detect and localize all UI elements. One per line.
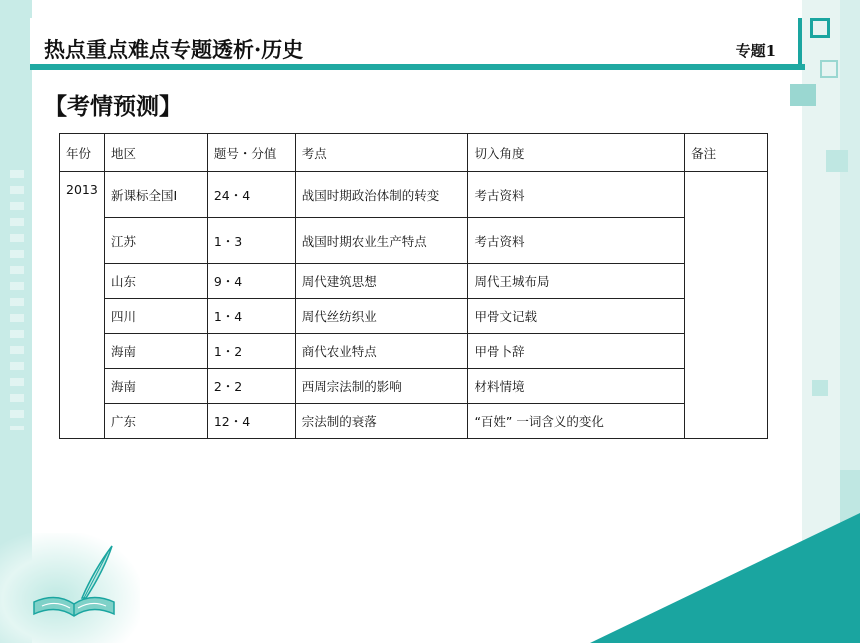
region-cell: 海南: [104, 369, 207, 404]
table-header-row: [60, 134, 768, 172]
question-cell: 24・4: [207, 172, 295, 218]
point-cell: 西周宗法制的影响: [295, 369, 468, 404]
angle-cell: 甲骨卜辞: [468, 334, 685, 369]
region-cell: 四川: [104, 299, 207, 334]
header-bar: [30, 18, 802, 68]
table-row: [60, 172, 768, 218]
angle-cell: 考古资料: [468, 218, 685, 264]
header-rule: [30, 64, 805, 70]
left-decor-stripes: [10, 170, 24, 430]
question-cell: 1・4: [207, 299, 295, 334]
decor-square: [826, 150, 848, 172]
region-cell: 海南: [104, 334, 207, 369]
forecast-table: [59, 133, 768, 439]
decor-square-outline: [820, 60, 838, 78]
header-year: 年份: [60, 134, 105, 172]
point-cell: 商代农业特点: [295, 334, 468, 369]
table-row: [60, 369, 768, 404]
remark-cell: [685, 172, 768, 439]
angle-cell: 考古资料: [468, 172, 685, 218]
decor-square-filled: [790, 84, 816, 106]
table-row: [60, 218, 768, 264]
topic-label: 专题1: [735, 42, 776, 60]
region-cell: 广东: [104, 404, 207, 439]
region-cell: 新课标全国Ⅰ: [104, 172, 207, 218]
page-title: 热点重点难点专题透析·历史: [44, 37, 304, 62]
header-region: 地区: [104, 134, 207, 172]
question-cell: 9・4: [207, 264, 295, 299]
table-row: [60, 404, 768, 439]
region-cell: 山东: [104, 264, 207, 299]
header-question: 题号・分值: [207, 134, 295, 172]
point-cell: 宗法制的衰落: [295, 404, 468, 439]
question-cell: 2・2: [207, 369, 295, 404]
question-cell: 1・3: [207, 218, 295, 264]
year-cell: 2013: [60, 172, 105, 439]
header-angle: 切入角度: [468, 134, 685, 172]
decor-square-outline: [810, 18, 830, 38]
section-title: 【考情预测】: [44, 94, 182, 120]
table-row: [60, 334, 768, 369]
question-cell: 1・2: [207, 334, 295, 369]
table-row: [60, 299, 768, 334]
angle-cell: 材料情境: [468, 369, 685, 404]
question-cell: 12・4: [207, 404, 295, 439]
decor-square: [812, 380, 828, 396]
book-quill-icon: [24, 540, 124, 630]
header-point: 考点: [295, 134, 468, 172]
point-cell: 周代丝纺织业: [295, 299, 468, 334]
bottom-right-triangle: [590, 513, 860, 643]
angle-cell: 甲骨文记载: [468, 299, 685, 334]
angle-cell: “百姓” 一词含义的变化: [468, 404, 685, 439]
table-row: [60, 264, 768, 299]
angle-cell: 周代王城布局: [468, 264, 685, 299]
header-remark: 备注: [685, 134, 768, 172]
region-cell: 江苏: [104, 218, 207, 264]
point-cell: 周代建筑思想: [295, 264, 468, 299]
point-cell: 战国时期农业生产特点: [295, 218, 468, 264]
point-cell: 战国时期政治体制的转变: [295, 172, 468, 218]
